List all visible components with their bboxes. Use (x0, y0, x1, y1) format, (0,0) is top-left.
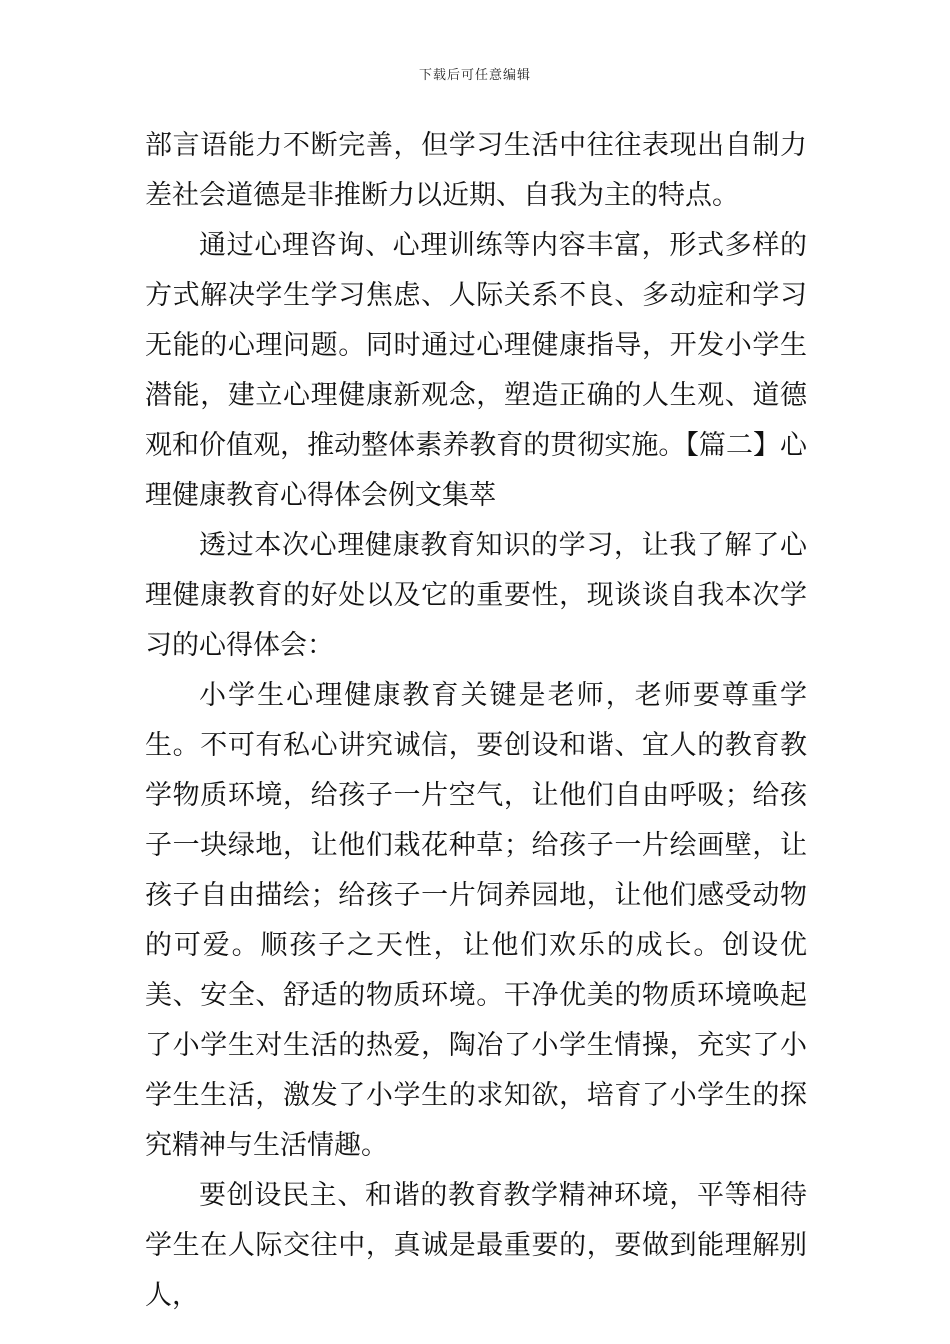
document-body (145, 121, 807, 1321)
paragraph: 透过本次心理健康教育知识的学习，让我了解了心理健康教育的好处以及它的重要性，现谈谈自我本次学习的心得体会： (145, 530, 807, 661)
paragraph: 通过心理咨询、心理训练等内容丰富，形式多样的方式解决学生学习焦虑、人际关系不良、多动症和学习无能的心理问题。同时通过心理健康指导，开发小学生潜能，建立心理健康新观念，塑造正确的人生观、道德观和价值观，推动整体素养教育的贯彻实施。【篇二】心理健康教育心得体会例文集萃 (145, 230, 807, 511)
header-note: 下载后可任意编辑 (418, 68, 531, 83)
paragraph: 小学生心理健康教育关键是老师，老师要尊重学生。不可有私心讲究诚信，要创设和谐、宜人的教育教学物质环境，给孩子一片空气，让他们自由呼吸；给孩子一块绿地，让他们栽花种草；给孩子一片绘画壁，让孩子自由描绘；给孩子一片饲养园地，让他们感受动物的可爱。顺孩子之天性，让他们欢乐的成长。创设优美、安全、舒适的物质环境。干净优美的物质环境唤起了小学生对生活的热爱，陶冶了小学生情操，充实了小学生生活，激发了小学生的求知欲，培育了小学生的探究精神与生活情趣。 (145, 680, 807, 1161)
paragraph: 部言语能力不断完善，但学习生活中往往表现出自制力差社会道德是非推断力以近期、自我为主的特点。 (145, 130, 807, 211)
paragraph: 要创设民主、和谐的教育教学精神环境，平等相待学生在人际交往中，真诚是最重要的，要做到能理解别人， (145, 1180, 807, 1311)
